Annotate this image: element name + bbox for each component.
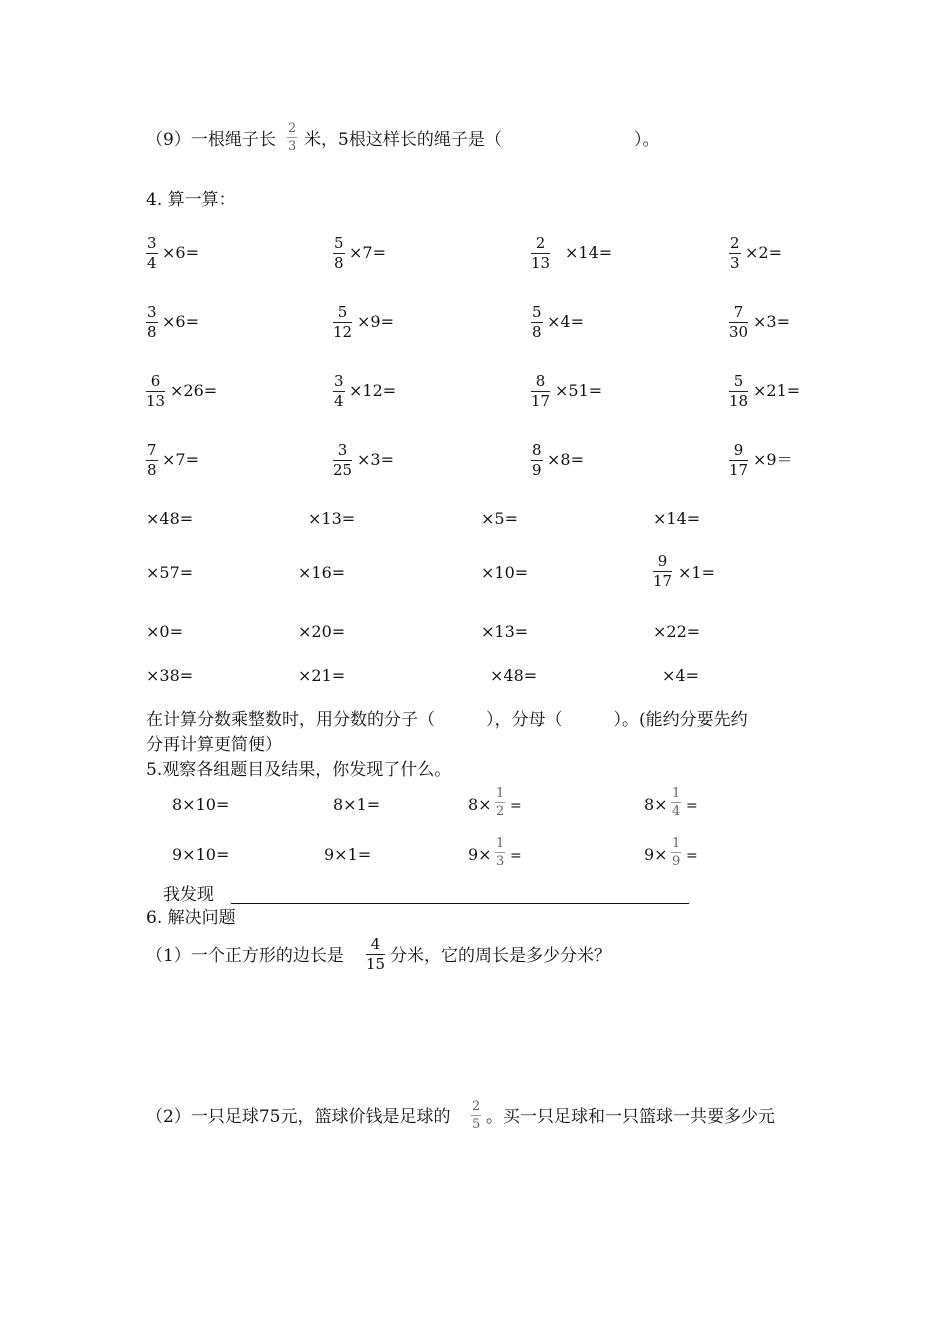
- observe-problem-text: 8×1=: [333, 795, 381, 814]
- fraction-denominator: 4: [334, 392, 344, 410]
- rule-text-line2: 分再计算更简便）: [146, 735, 282, 755]
- fraction-denominator: 8: [532, 323, 542, 341]
- fraction-problem-operator: ×51=: [555, 381, 603, 400]
- q9-frac-den: 3: [288, 139, 297, 154]
- fraction-problem: [729, 304, 748, 341]
- fraction-denominator: 12: [333, 323, 353, 341]
- plain-problem: ×10=: [481, 563, 529, 582]
- observe-problem: [324, 845, 371, 865]
- fraction-problem: [531, 235, 550, 272]
- q9-frac-num: 2: [288, 121, 297, 136]
- fraction-denominator: 18: [729, 392, 749, 410]
- problem1-suffix: 分米，它的周长是多少分米？: [390, 946, 611, 966]
- fraction-denominator: 8: [147, 461, 157, 479]
- fraction-problem-operator: ×2=: [745, 243, 782, 262]
- plain-problem: ×1=: [678, 563, 715, 582]
- fraction-denominator: 9: [672, 854, 681, 869]
- fraction-denominator: 17: [531, 392, 551, 410]
- plain-problem: ×0=: [146, 622, 183, 641]
- plain-problem: ×13=: [481, 622, 529, 641]
- plain-problem: ×22=: [653, 622, 701, 641]
- plain-problem: ×38=: [146, 666, 194, 685]
- rule-text-line1: 在计算分数乘整数时，用分数的分子（ ），分母（ ）。(能约分要先约: [146, 710, 748, 730]
- plain-problem: ×20=: [298, 622, 346, 641]
- q9-close: ）。: [634, 130, 660, 150]
- problem1-fraction: [366, 936, 385, 973]
- fraction-numerator: 9: [729, 442, 748, 461]
- fraction-denominator: 13: [146, 392, 166, 410]
- observe-frac-post: =: [510, 848, 522, 864]
- fraction-problem: [333, 235, 345, 272]
- fraction-problem: [146, 304, 158, 341]
- fraction-problem-operator: ×6=: [162, 312, 199, 331]
- fraction-problem: [531, 442, 543, 479]
- found-label: 我发现: [163, 885, 214, 905]
- fraction-numerator: 3: [147, 303, 157, 321]
- plain-problem: ×4=: [662, 666, 699, 685]
- fraction-problem: [333, 442, 352, 479]
- observe-frac-post: =: [686, 798, 698, 814]
- fraction-numerator: 2: [730, 234, 740, 252]
- observe-problem-text: 9×10=: [172, 845, 230, 864]
- fraction-numerator: 8: [531, 373, 550, 392]
- observe-frac-pre: 9×: [468, 845, 492, 864]
- fraction-problem: [729, 235, 741, 272]
- fraction-denominator: 17: [729, 461, 749, 479]
- observe-frac-pre: 9×: [644, 845, 668, 864]
- problem2-prefix: （2）一只足球75元，篮球价钱是足球的: [146, 1107, 451, 1127]
- observe-fraction: [495, 836, 505, 869]
- fraction-denominator: 5: [472, 1117, 481, 1132]
- fraction-numerator: 9: [653, 553, 672, 572]
- fraction-problem: [146, 373, 165, 410]
- plain-problem: ×57=: [146, 563, 194, 582]
- fraction-problem-operator: ×21=: [753, 381, 801, 400]
- fraction-problem: [729, 373, 748, 410]
- observe-fraction: [671, 836, 681, 869]
- fraction-problem: [333, 304, 352, 341]
- fraction-problem-operator: ×7=: [162, 450, 199, 469]
- fraction-denominator: 8: [334, 254, 344, 272]
- fraction-numerator: 1: [496, 786, 505, 801]
- fraction-denominator: 4: [147, 254, 157, 272]
- fraction-numerator: 8: [532, 441, 542, 459]
- fraction-numerator: 3: [333, 442, 352, 461]
- section6-title: 6. 解决问题: [146, 908, 236, 928]
- fraction-denominator: 8: [147, 323, 157, 341]
- q9-suffix: 米，5根这样长的绳子是（: [304, 130, 502, 150]
- section5-title: 5.观察各组题目及结果，你发现了什么。: [146, 760, 452, 780]
- fraction-problem-operator: ×3=: [357, 450, 394, 469]
- fraction-problem-operator: ×3=: [753, 312, 790, 331]
- fraction-numerator: 5: [532, 303, 542, 321]
- fraction-denominator: 3: [496, 854, 505, 869]
- plain-problem: ×21=: [298, 666, 346, 685]
- problem2-suffix: 。买一只足球和一只篮球一共要多少元: [486, 1107, 775, 1127]
- fraction-numerator: 5: [333, 304, 352, 323]
- fraction-numerator: 2: [472, 1099, 481, 1114]
- fraction-problem-operator: ×7=: [349, 243, 386, 262]
- problem2-fraction: [471, 1099, 481, 1132]
- fraction-denominator: 9: [532, 461, 542, 479]
- fraction-problem-operator: ×12=: [349, 381, 397, 400]
- observe-problem-text: 9×1=: [324, 845, 372, 864]
- observe-frac-post: =: [686, 848, 698, 864]
- fraction-numerator: 5: [334, 234, 344, 252]
- plain-problem: ×14=: [653, 509, 701, 528]
- fraction-numerator: 1: [672, 786, 681, 801]
- fraction-problem-operator: ×6=: [162, 243, 199, 262]
- observe-frac-post: =: [510, 798, 522, 814]
- fraction-problem: [531, 373, 550, 410]
- fraction-problem: [729, 442, 748, 479]
- fraction-problem-operator: ×14=: [565, 243, 613, 262]
- section4-title: 4. 算一算：: [146, 190, 236, 210]
- fraction-numerator: 1: [496, 836, 505, 851]
- fraction-problem: [146, 442, 158, 479]
- observe-frac-pre: 8×: [468, 795, 492, 814]
- plain-problem: ×48=: [146, 509, 194, 528]
- fraction-numerator: 5: [729, 373, 748, 392]
- fraction-denominator: 30: [729, 323, 749, 341]
- observe-fraction: [495, 786, 505, 819]
- fraction-numerator: 4: [366, 936, 385, 955]
- plain-row2-fraction: [653, 553, 672, 590]
- plain-problem: ×13=: [308, 509, 356, 528]
- fraction-denominator: 17: [653, 572, 673, 590]
- observe-frac-pre: 8×: [644, 795, 668, 814]
- fraction-numerator: 3: [147, 234, 157, 252]
- fraction-denominator: 25: [333, 461, 353, 479]
- fraction-denominator: 13: [531, 254, 551, 272]
- fraction-denominator: 4: [672, 804, 681, 819]
- q9-fraction: [287, 121, 297, 154]
- observe-problem: [333, 795, 380, 815]
- fraction-numerator: 7: [147, 441, 157, 459]
- fraction-numerator: 3: [334, 372, 344, 390]
- plain-problem: ×48=: [490, 666, 538, 685]
- observe-fraction: [671, 786, 681, 819]
- fraction-problem-operator: ×9＝: [753, 450, 793, 469]
- observe-problem-text: 8×10=: [172, 795, 230, 814]
- plain-problem: ×5=: [481, 509, 518, 528]
- fraction-problem-operator: ×4=: [547, 312, 584, 331]
- fraction-numerator: 7: [729, 304, 748, 323]
- q9-prefix: （9）一根绳子长: [146, 130, 276, 150]
- fraction-problem: [531, 304, 543, 341]
- fraction-problem-operator: ×9=: [357, 312, 394, 331]
- fraction-problem: [333, 373, 345, 410]
- answer-line[interactable]: [231, 903, 689, 904]
- fraction-denominator: 2: [496, 804, 505, 819]
- fraction-numerator: 1: [672, 836, 681, 851]
- observe-problem: [172, 795, 229, 815]
- fraction-denominator: 15: [366, 955, 386, 973]
- fraction-problem: [146, 235, 158, 272]
- problem1-prefix: （1）一个正方形的边长是: [146, 946, 344, 966]
- fraction-problem-operator: ×26=: [170, 381, 218, 400]
- fraction-problem-operator: ×8=: [547, 450, 584, 469]
- fraction-denominator: 3: [730, 254, 740, 272]
- fraction-numerator: 2: [531, 235, 550, 254]
- fraction-numerator: 6: [146, 373, 165, 392]
- observe-problem: [172, 845, 229, 865]
- plain-problem: ×16=: [298, 563, 346, 582]
